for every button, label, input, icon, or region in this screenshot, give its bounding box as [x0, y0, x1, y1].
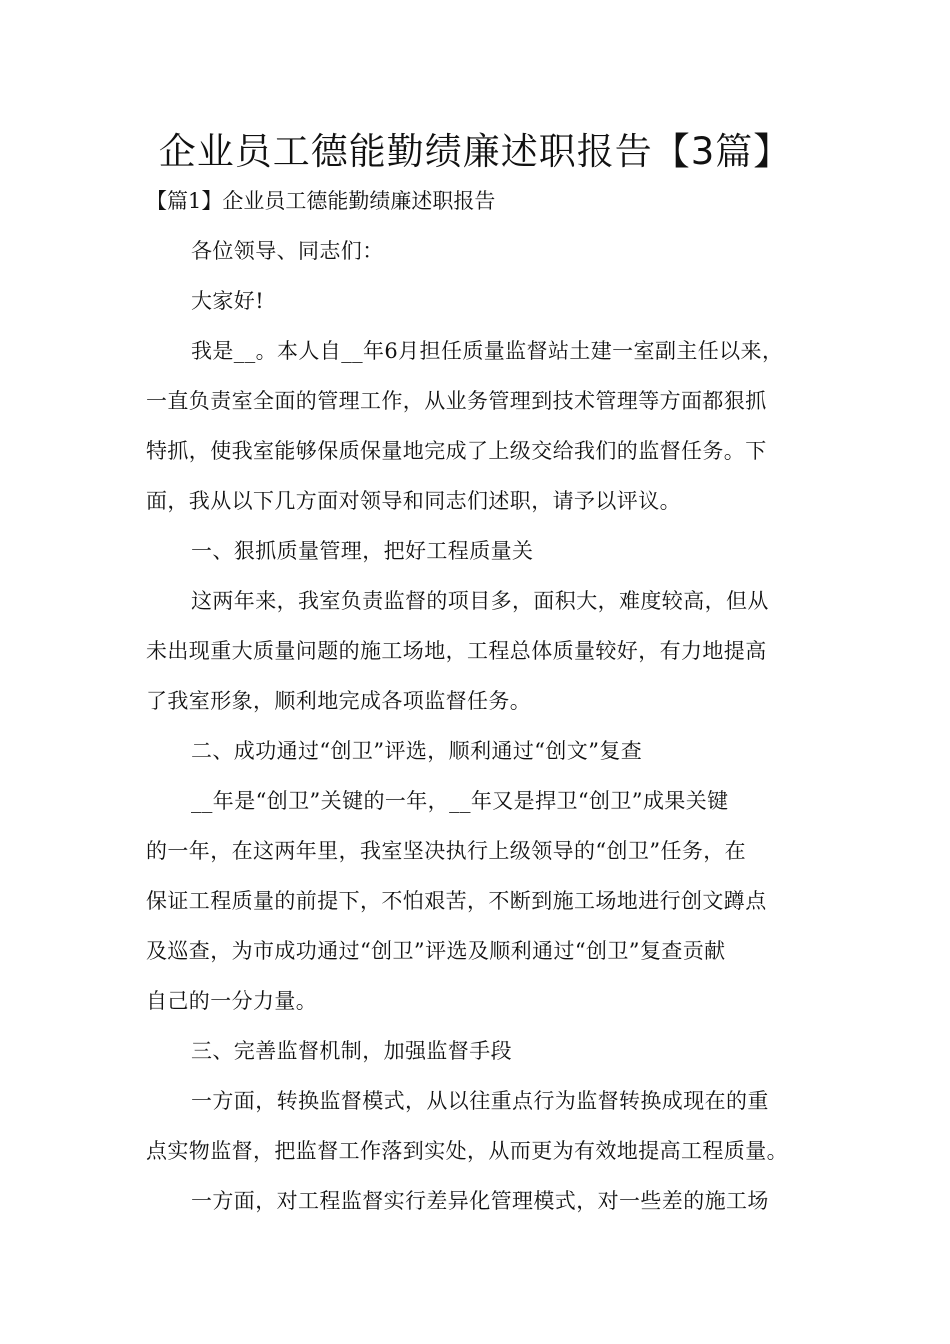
- body-line: __年是“创卫”关键的一年，__年又是捍卫“创卫”成果关键: [191, 789, 729, 813]
- body-line: 的一年，在这两年里，我室坚决执行上级领导的“创卫”任务，在: [146, 839, 747, 863]
- body-line: 特抓，使我室能够保质保量地完成了上级交给我们的监督任务。下: [146, 439, 767, 463]
- body-line: 一方面，对工程监督实行差异化管理模式，对一些差的施工场: [191, 1189, 769, 1213]
- body-line: 自己的一分力量。: [146, 989, 318, 1013]
- body-line: 保证工程质量的前提下，不怕艰苦，不断到施工场地进行创文蹲点: [146, 889, 767, 913]
- body-line: 面，我从以下几方面对领导和同志们述职，请予以评议。: [146, 489, 681, 513]
- body-line: 未出现重大质量问题的施工场地，工程总体质量较好，有力地提高: [146, 639, 767, 663]
- body-line: 这两年来，我室负责监督的项目多，面积大，难度较高，但从: [191, 589, 769, 613]
- body-line: 一直负责室全面的管理工作，从业务管理到技术管理等方面都狠抓: [146, 389, 767, 413]
- section-heading: 二、成功通过“创卫”评选，顺利通过“创文”复查: [191, 739, 643, 763]
- section-heading: 三、完善监督机制，加强监督手段: [191, 1039, 512, 1063]
- body-line: 了我室形象，顺利地完成各项监督任务。: [146, 689, 532, 713]
- document-title: 企业员工德能勤绩廉述职报告【3篇】: [158, 130, 792, 173]
- body-line: 我是__。本人自__年6月担任质量监督站土建一室副主任以来，: [191, 339, 784, 363]
- body-line: 点实物监督，把监督工作落到实处，从而更为有效地提高工程质量。: [146, 1139, 788, 1163]
- salutation-line: 大家好!: [191, 289, 265, 313]
- body-line: 一方面，转换监督模式，从以往重点行为监督转换成现在的重: [191, 1089, 769, 1113]
- body-line: 及巡查，为市成功通过“创卫”评选及顺利通过“创卫”复查贡献: [146, 939, 726, 963]
- greeting-line: 各位领导、同志们：: [191, 239, 384, 263]
- section-heading: 一、狠抓质量管理，把好工程质量关: [191, 539, 534, 563]
- section-subtitle: 【篇1】企业员工德能勤绩廉述职报告: [146, 189, 496, 213]
